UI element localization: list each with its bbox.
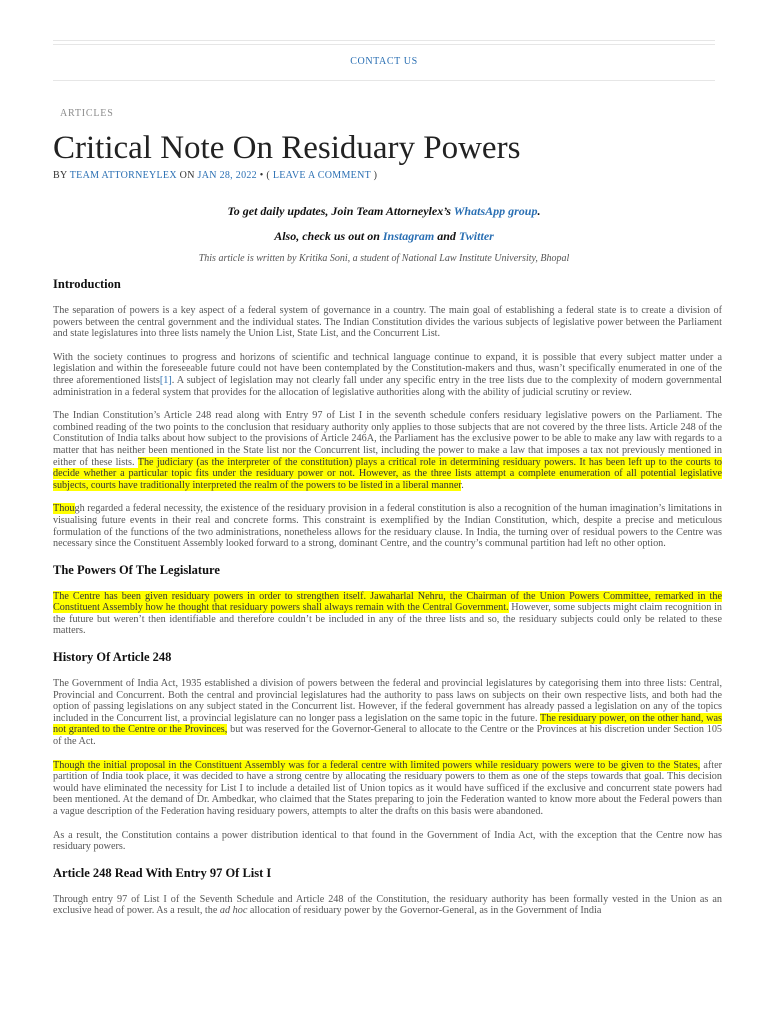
paragraph: The separation of powers is a key aspect of a federal system of governance in a country. The main goal of establishing a federal state is to create a division of powers between the central government and the individual states. The Indian Constitution divides the various subjects of legislative power between the Parliament and state legislatures into three lists namely the Union List, State List, and the Concurrent List. (53, 305, 722, 340)
paragraph-text: The Government of India Act, 1935 established a division of powers between the federal and provincial legislatures by categorising them into three lists: Central, Provincial and Concurrent. Both the central and provincial legislatures had the authority to pass laws on subjects on their own respective lists, and both had the option of passing legislations on any subject stated in the Concurrent list. However, if the federal government has already passed a legislation on any of the topics included in the Concurrent list, a provincial legislature can no longer pass a legislation on the same topic in the future. (53, 678, 722, 724)
paragraph (53, 503, 722, 549)
italic-text: ad hoc (219, 905, 248, 917)
post-category[interactable]: ARTICLES (60, 108, 114, 119)
promo-text: and (434, 229, 459, 243)
section-heading-history: History Of Article 248 (53, 650, 172, 665)
nav-contact-us-link[interactable]: CONTACT US (350, 56, 418, 67)
footnote-link[interactable]: [1] (159, 374, 172, 386)
promo-text: Also, check us out on (274, 229, 383, 243)
nav-bottom-border-line (53, 80, 715, 81)
whatsapp-promo (0, 204, 768, 219)
paragraph (53, 760, 722, 818)
whatsapp-group-link[interactable]: WhatsApp group (453, 204, 538, 218)
section-heading-article-248: Article 248 Read With Entry 97 Of List I (53, 865, 272, 880)
paragraph (53, 894, 722, 917)
paragraph-text: allocation of residuary power by the Governor-General, as in the Government of India (247, 905, 602, 917)
paragraph-text: but was reserved for the Governor-General to allocate to the Centre or the Provinces at his discretion under Section 105 of the Act. (53, 724, 723, 748)
author-note: This article is written by Kritika Soni, a student of National Law Institute University, Bhopal (198, 253, 570, 264)
section-heading-introduction: Introduction (53, 277, 121, 291)
paragraph-text: . A subject of legislation may not clearly fall under any specific entry in the tree lists due to the complexity of modern governmental administration in a federal system that provides for the allocation of legislative authorities along with the ability of judicial scrutiny or review. (53, 374, 722, 398)
paragraph (53, 678, 722, 748)
paragraph-text: after partition of India took place, it was decided to have a strong centre by allocating the residuary powers to them as one of the steps towards that goal. This decision would have eliminated the necessity for List I to include a detailed list of Union topics as it would have sufficed if the exclusive and concurrent state powers had been mentioned. At the demand of Dr. Ambedkar, who claimed that the States preparing to join the Federation wanted to know more about the Federal powers than a vague description of the Federation having residuary powers, attempts to alter the drafts on this basis were abandoned. (53, 759, 722, 817)
page-title: Critical Note On Residuary Powers (53, 130, 521, 166)
author-link[interactable]: TEAM ATTORNEYLEX (69, 170, 177, 181)
byline-close: ) (370, 170, 378, 181)
paragraph-text: Through entry 97 of List I of the Seventh Schedule and Article 248 of the Constitution, the residuary authority has been formally vested in the Union as an exclusive head of power. As a result, the (53, 893, 722, 917)
paragraph (53, 410, 722, 491)
leave-comment-link[interactable]: LEAVE A COMMENT (272, 170, 371, 181)
paragraph-text: . (461, 479, 464, 491)
paragraph (53, 591, 722, 637)
highlighted-text: Thou (53, 503, 75, 515)
paragraph-text: gh regarded a federal necessity, the existence of the residuary provision in a federal constitution is also a recognition of the human imagination’s limitations in visualising future events in their real and concrete forms. This constraint is exemplified by the Indian Constitution, which, despite a precise and meticulous formulation of the functions of the two administrations, nonetheless allows for the residuary clause. In India, the turning over of residual powers to the Centre was necessary since the Constituent Assembly looked forward to a strong, dominant Centre, and the country’s communal partition had left no other option. (53, 503, 722, 550)
paragraph (53, 352, 722, 398)
twitter-link[interactable]: Twitter (458, 229, 494, 243)
date-link[interactable]: JAN 28, 2022 (197, 170, 257, 181)
social-promo (0, 229, 768, 244)
post-byline (53, 170, 377, 181)
paragraph-text: However, some subjects might claim recognition in the future but weren’t then identifiable and therefore couldn’t be included in any of the three lists and so, the residuary subjects could only be related to these matters. (53, 602, 722, 637)
byline-separator: • ( (256, 170, 273, 181)
paragraph-text: With the society continues to progress and horizons of scientific and technical language continue to expand, it is possible that every subject matter under a legislation and within the foreseeable future could not have been contemplated by the Constitution-makers and thus, wasn’t specifically enumerated in one of the three aforementioned lists (53, 351, 722, 386)
highlighted-text: The judiciary (as the interpreter of the constitution) plays a critical role in determining residuary powers. It has been left up to the courts to decide whether a particular topic fits under the residuary power or not. However, as the three lists attempt a complete enumeration of all potential legislative subjects, courts have traditionally interpreted the realm of the powers to be listed in a liberal manner (53, 456, 722, 491)
highlighted-text: Though the initial proposal in the Constituent Assembly was for a federal centre with limited powers while residuary powers were to be given to the States, (53, 759, 701, 771)
paragraph-text: The Indian Constitution’s Article 248 read along with Entry 97 of List I in the seventh schedule confers residuary legislative powers on the Parliament. The combined reading of the two points to the conclusion that residuary authority only applies to those subjects that are not covered by the three lists. Article 248 of the Constitution of India talks about how subject to the provisions of Article 246A, the Parliament has the exclusive power to be able to make any law with regards to a matter that has neither been mentioned in the State list nor the Concurrent list, including the power to make a law that imposes a tax not previously mentioned in either of these lists. (53, 410, 722, 468)
article-body (53, 276, 722, 929)
section-heading-powers: The Powers Of The Legislature (53, 562, 220, 577)
top-border-line (53, 40, 715, 41)
byline-by: BY (53, 170, 68, 181)
promo-text: . (537, 204, 541, 218)
instagram-link[interactable]: Instagram (382, 229, 435, 243)
highlighted-text: The residuary power, on the other hand, was not granted to the Centre or the Provinces, (53, 712, 722, 736)
promo-text: To get daily updates, Join Team Attorneylex’s (227, 204, 454, 218)
byline-on: ON (179, 170, 195, 181)
top-border-line (53, 44, 715, 45)
highlighted-text: The Centre has been given residuary powers in order to strengthen itself. Jawaharlal Nehru, the Chairman of the Union Powers Committee, remarked in the Constituent Assembly how he thought that residuary powers shall always remain with the Central Government. (53, 590, 722, 614)
paragraph: As a result, the Constitution contains a power distribution identical to that found in the Government of India Act, with the exception that the Centre now has residuary powers. (53, 829, 722, 853)
